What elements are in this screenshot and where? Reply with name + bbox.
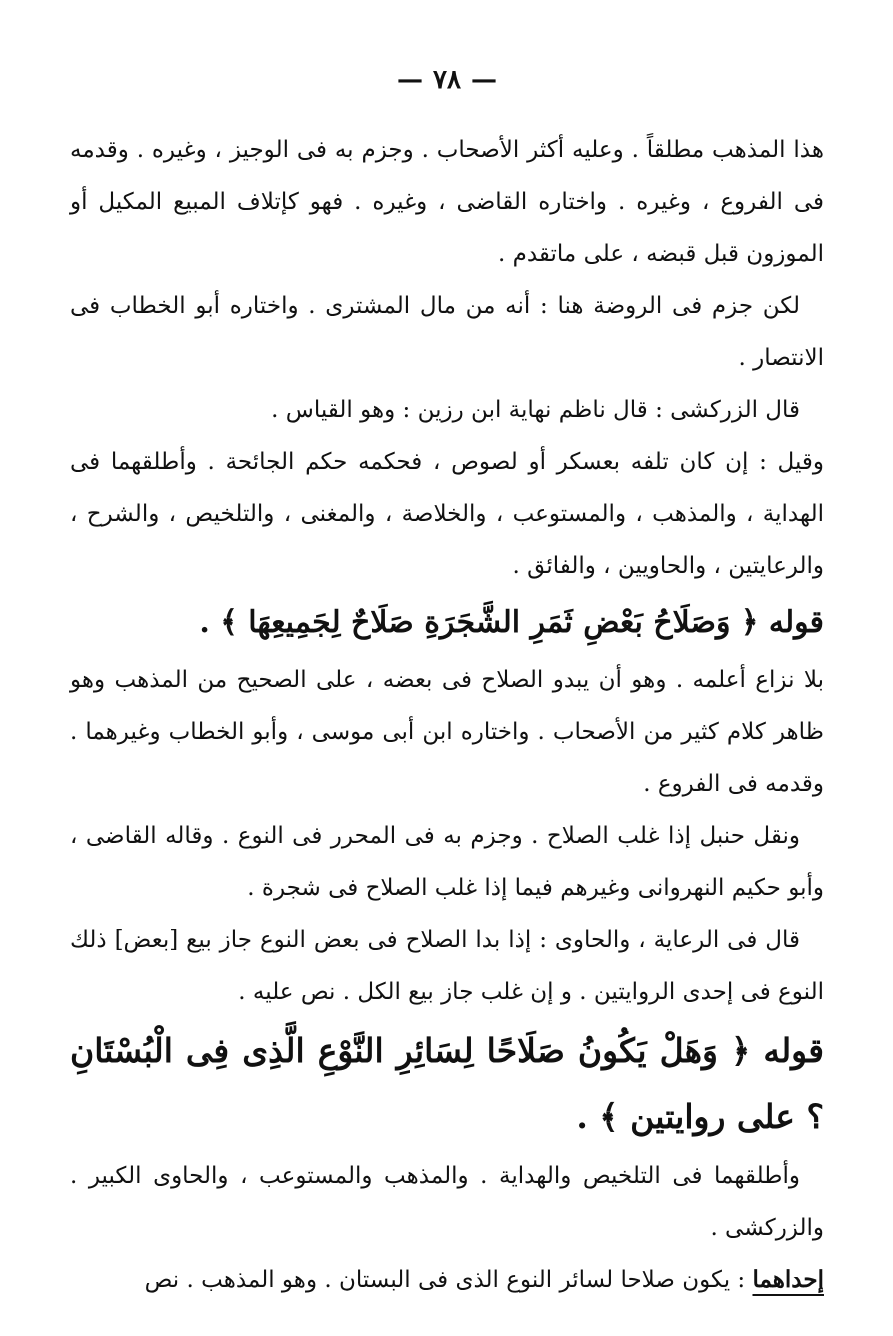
paragraph-5: بلا نزاع أعلمه . وهو أن يبدو الصلاح فى بعضه ، على الصحيح من المذهب وهو ظاهر كلام كثير من الأصحاب . واختاره ابن أبى موسى ، وأبو الخطاب وغيرهما . وقدمه فى الفروع . [70, 667, 824, 797]
paragraph-last-text: : يكون صلاحا لسائر النوع الذى فى البستان . وهو المذهب . نص [144, 1267, 753, 1293]
lead-word: إحداهما [752, 1266, 824, 1293]
page-number-value: ٧٨ [433, 65, 461, 95]
paragraph-2: لكن جزم فى الروضة هنا : أنه من مال المشترى . واختاره أبو الخطاب فى الانتصار . [70, 293, 824, 371]
paragraph-1: هذا المذهب مطلقاً . وعليه أكثر الأصحاب . وجزم به فى الوجيز ، وغيره . وقدمه فى الفروع ، وغيره . واختاره القاضى ، وغيره . فهو كإتلاف المبيع المكيل أو الموزون قبل قبضه ، على ماتقدم . [70, 137, 824, 267]
paragraph-7: قال فى الرعاية ، والحاوى : إذا بدا الصلاح فى بعض النوع جاز بيع [بعض] ذلك النوع فى إحدى الروايتين . و إن غلب جاز بيع الكل . نص عليه . [70, 927, 824, 1005]
page [70, 58, 824, 1308]
page-number [70, 58, 824, 102]
dash-left: — [470, 65, 497, 95]
paragraph-last [70, 1254, 824, 1306]
paragraph-8: وأطلقهما فى التلخيص والهداية . والمذهب والمستوعب ، والحاوى الكبير . والزركشى . [70, 1163, 824, 1241]
paragraph-4: وقيل : إن كان تلفه بعسكر أو لصوص ، فحكمه حكم الجائحة . وأطلقهما فى الهداية ، والمذهب ، والمستوعب ، والخلاصة ، والمغنى ، والتلخيص ، والشرح ، والرعايتين ، والحاويين ، والفائق . [70, 449, 824, 579]
heading-quote-2: قوله ﴿ وَهَلْ يَكُونُ صَلَاحًا لِسَائِرِ النَّوْعِ الَّذِى فِى الْبُسْتَانِ ؟ على روايتين ﴾ . [70, 1031, 824, 1136]
paragraph-3: قال الزركشى : قال ناظم نهاية ابن رزين : وهو القياس . [271, 397, 800, 423]
paragraph-6: ونقل حنبل إذا غلب الصلاح . وجزم به فى المحرر فى النوع . وقاله القاضى ، وأبو حكيم النهروانى وغيرهم فيما إذا غلب الصلاح فى شجرة . [70, 823, 824, 901]
heading-quote-1: قوله ﴿ وَصَلَاحُ بَعْضِ ثَمَرِ الشَّجَرَةِ صَلَاحٌ لِجَمِيعِهَا ﴾ . [199, 605, 824, 640]
dash-right: — [397, 65, 424, 95]
